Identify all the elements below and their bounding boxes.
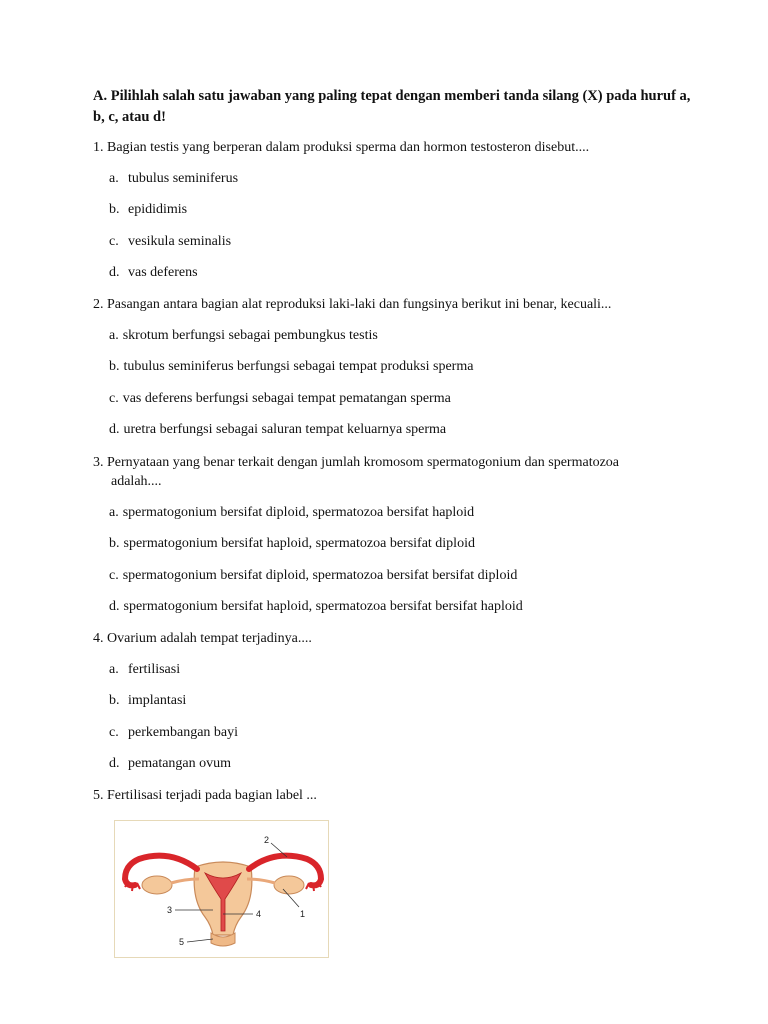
option-text: vas deferens berfungsi sebagai tempat pematangan sperma (122, 391, 451, 406)
section-instruction: A. Pilihlah salah satu jawaban yang paling tepat dengan memberi tanda silang (X) pada huruf a, b, c, atau d! (93, 88, 691, 125)
option-letter: a. (109, 171, 119, 186)
diagram-label-2: 2 (264, 835, 270, 845)
option-text: uretra berfungsi sebagai saluran tempat keluarnya sperma (123, 422, 447, 437)
diagram-label-4: 4 (256, 909, 262, 919)
question-5: 5. Fertilisasi terjadi pada bagian label ... (93, 788, 317, 803)
q4-option-d[interactable] (109, 755, 231, 773)
left-ovary (142, 876, 172, 894)
option-letter: c. (109, 568, 119, 583)
option-letter: c. (109, 391, 119, 406)
option-text: spermatogonium bersifat diploid, spermatozoa bersifat haploid (122, 505, 475, 520)
option-letter: c. (109, 725, 119, 740)
q1-option-a[interactable] (109, 170, 238, 188)
question-4: 4. Ovarium adalah tempat terjadinya.... (93, 631, 312, 646)
option-text: spermatogonium bersifat haploid, spermatozoa bersifat bersifat haploid (123, 599, 523, 614)
q2-option-d[interactable] (109, 421, 446, 439)
diagram-label-3: 3 (167, 905, 173, 915)
question-3 (93, 453, 693, 491)
q3-option-c[interactable] (109, 567, 517, 585)
option-text: perkembangan bayi (128, 725, 239, 740)
option-letter: d. (109, 756, 120, 771)
option-text: epididimis (128, 202, 188, 217)
q2-option-b[interactable] (109, 358, 473, 376)
option-text: vesikula seminalis (128, 234, 232, 249)
diagram-label-1: 1 (300, 909, 306, 919)
option-text: spermatogonium bersifat haploid, spermatozoa bersifat diploid (123, 536, 475, 551)
option-letter: d. (109, 599, 120, 614)
option-letter: b. (109, 359, 120, 374)
question-1: 1. Bagian testis yang berperan dalam produksi sperma dan hormon testosteron disebut.... (93, 140, 590, 155)
q4-option-a[interactable] (109, 661, 180, 679)
diagram-label-5: 5 (179, 937, 185, 947)
q2-option-a[interactable] (109, 327, 378, 345)
option-text: tubulus seminiferus (128, 171, 239, 186)
q3-option-d[interactable] (109, 598, 523, 616)
q1-option-c[interactable] (109, 233, 231, 251)
option-letter: b. (109, 202, 120, 217)
option-letter: d. (109, 265, 120, 280)
option-letter: a. (109, 662, 119, 677)
q2-option-c[interactable] (109, 390, 451, 408)
option-text: spermatogonium bersifat diploid, spermatozoa bersifat bersifat diploid (122, 568, 518, 583)
q1-option-d[interactable] (109, 264, 198, 282)
option-text: skrotum berfungsi sebagai pembungkus testis (122, 328, 378, 343)
option-letter: c. (109, 234, 119, 249)
right-ovary (274, 876, 304, 894)
question-2: 2. Pasangan antara bagian alat reproduksi laki-laki dan fungsinya berikut ini benar, kecuali... (93, 297, 612, 312)
question-3-text: 3. Pernyataan yang benar terkait dengan jumlah kromosom spermatogonium dan spermatozoa (93, 455, 620, 470)
option-text: implantasi (128, 693, 187, 708)
option-text: fertilisasi (128, 662, 181, 677)
q3-option-b[interactable] (109, 535, 475, 553)
leader-line-5 (187, 939, 213, 942)
uterus-illustration (115, 821, 330, 959)
option-text: vas deferens (128, 265, 198, 280)
option-letter: a. (109, 505, 119, 520)
q1-option-b[interactable] (109, 201, 187, 219)
option-letter: a. (109, 328, 119, 343)
q4-option-c[interactable] (109, 724, 238, 742)
uterus-diagram (114, 820, 329, 958)
q3-option-a[interactable] (109, 504, 474, 522)
option-letter: b. (109, 693, 120, 708)
option-text: tubulus seminiferus berfungsi sebagai tempat produksi sperma (123, 359, 474, 374)
option-text: pematangan ovum (128, 756, 232, 771)
option-letter: d. (109, 422, 120, 437)
option-letter: b. (109, 536, 120, 551)
question-3-continuation: adalah.... (111, 474, 162, 489)
q4-option-b[interactable] (109, 692, 186, 710)
